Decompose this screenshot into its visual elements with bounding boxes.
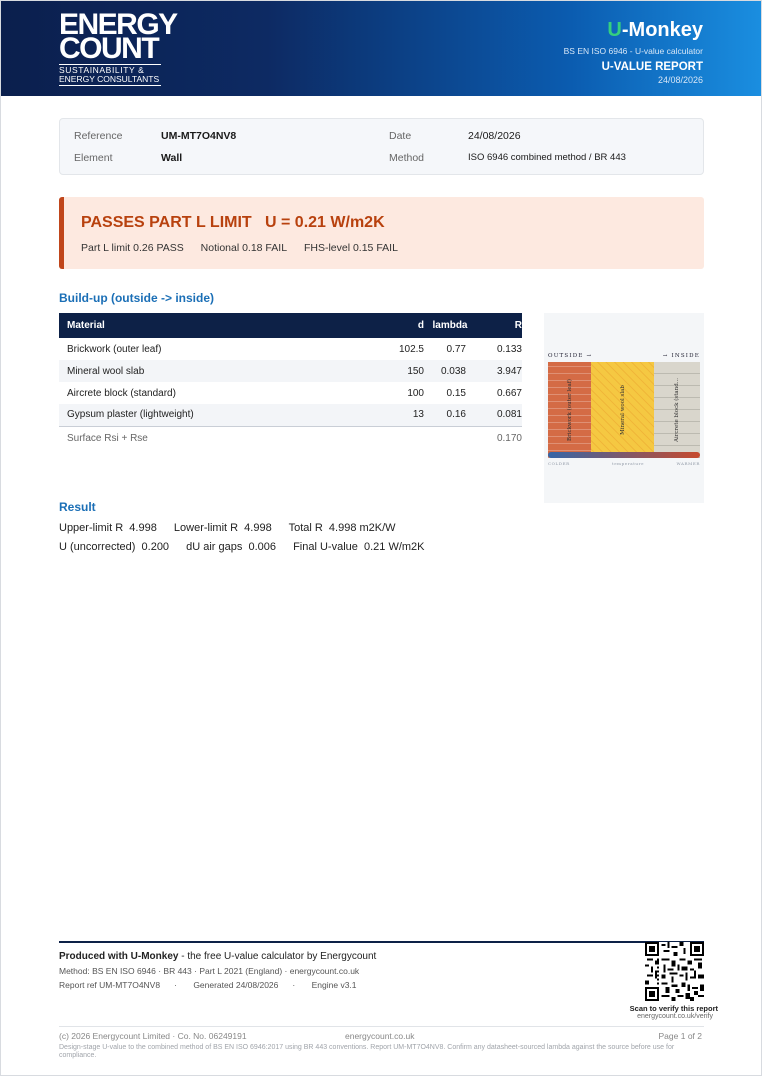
layer-mineral-wool — [591, 362, 654, 458]
logo-word-count: COUNT — [59, 32, 159, 65]
row-lambda: 0.16 — [424, 404, 476, 426]
buildup-heading: Build-up (outside -> inside) — [59, 291, 214, 305]
result-heading: Result — [59, 500, 96, 514]
page-number: Page 1 of 2 — [658, 1031, 702, 1041]
sep-dot: · — [174, 980, 177, 990]
table-row — [59, 404, 522, 426]
table-row — [59, 360, 522, 382]
reference-label: Reference — [74, 130, 123, 142]
logo-subtitle-2: ENERGY CONSULTANTS — [59, 74, 160, 84]
report-meta — [59, 118, 704, 175]
row-d: 100 — [407, 387, 424, 399]
du-air-gaps: dU air gaps 0.006 — [186, 541, 277, 553]
qr-url[interactable]: energycount.co.uk/verify — [637, 1013, 713, 1020]
upper-limit-r: Upper-limit R 4.998 — [59, 522, 157, 534]
check-part-l: Part L limit 0.26 PASS — [81, 242, 184, 254]
table-row — [59, 382, 522, 404]
sep-dot: · — [292, 980, 296, 990]
verify-qr-code[interactable] — [645, 942, 704, 1001]
report-title: U-VALUE REPORT — [601, 61, 703, 73]
col-r: R — [476, 313, 522, 338]
row-lambda: 0.77 — [446, 343, 466, 355]
brand-tagline: BS EN ISO 6946 - U-value calculator — [563, 46, 703, 56]
date-value: 24/08/2026 — [468, 130, 521, 142]
logo-word-energy: ENERGY — [59, 8, 177, 41]
brand-block — [564, 19, 703, 85]
logo-subtitle-1: SUSTAINABILITY & — [59, 64, 161, 75]
row-r: 0.081 — [476, 404, 522, 426]
produced-bold: Produced with U-Monkey — [59, 951, 179, 962]
element-value: Wall — [161, 152, 183, 164]
surface-value: 0.170 — [476, 426, 522, 450]
buildup-table — [59, 313, 522, 450]
row-material: Mineral wool slab — [59, 360, 358, 382]
row-r: 3.947 — [476, 360, 522, 382]
row-material: Gypsum plaster (lightweight) — [59, 404, 358, 426]
reference-value: UM-MT7O4NV8 — [161, 130, 237, 142]
row-d: 102.5 — [398, 343, 424, 355]
energycount-logo — [59, 8, 189, 86]
footer-report-ref: Report ref UM-MT7O4NV8 — [59, 980, 161, 990]
footer-report-info — [59, 980, 371, 990]
compliance-banner — [59, 197, 704, 269]
layer-mineral-wool-label: Mineral wool slab — [619, 385, 626, 435]
produced-rest: - the free U-value calculator by Energycount — [178, 951, 377, 962]
report-header — [1, 1, 761, 96]
footer-rule — [59, 941, 704, 943]
brand-name — [564, 19, 703, 42]
method-label: Method — [389, 152, 425, 164]
check-fhs: FHS-level 0.15 FAIL — [303, 242, 398, 254]
lower-limit-r: Lower-limit R 4.998 — [173, 522, 272, 534]
qr-caption: Scan to verify this report — [629, 1004, 718, 1013]
row-material: Aircrete block (standard) — [67, 387, 176, 399]
surface-empty — [424, 426, 476, 450]
result-line-2 — [59, 541, 439, 553]
layer-aircrete — [654, 362, 700, 458]
element-label: Element — [74, 152, 113, 164]
row-r: 0.667 — [496, 387, 522, 399]
surface-row — [59, 426, 522, 450]
col-d: d — [358, 313, 424, 338]
footer-copyright: (c) 2026 Energycount Limited · Co. No. 06249191 — [59, 1031, 247, 1041]
temperature-label: temperature — [612, 461, 645, 466]
row-material: Brickwork (outer leaf) — [67, 343, 162, 355]
row-lambda: 0.038 — [424, 360, 476, 382]
footer-generated: Generated 24/08/2026 — [193, 980, 279, 990]
compliance-title: PASSES PART L LIMIT U = 0.21 W/m2K — [81, 214, 385, 231]
footer-method: Method: BS EN ISO 6946 · BR 443 · Part L 2021 (England) · energycount.co.uk — [59, 966, 360, 976]
outside-label: OUTSIDE → — [548, 353, 593, 359]
surface-label: Surface Rsi + Rse — [59, 426, 358, 450]
footer-website[interactable]: energycount.co.uk — [345, 1031, 415, 1041]
table-row — [59, 338, 522, 360]
final-u-value: Final U-value 0.21 W/m2K — [293, 541, 425, 553]
layer-aircrete-label: Aircrete block (stand... — [674, 377, 680, 443]
table-header-row — [59, 313, 522, 338]
u-uncorrected: U (uncorrected) 0.200 — [59, 541, 170, 553]
warmer-label: WARMER — [676, 461, 700, 466]
inside-label: → INSIDE — [662, 353, 700, 359]
total-r: Total R 4.998 m2K/W — [288, 522, 396, 534]
brand-u: U — [607, 19, 622, 41]
col-lambda: lambda — [424, 313, 476, 338]
col-material: Material — [59, 313, 358, 338]
date-label: Date — [389, 130, 412, 142]
produced-with — [59, 951, 376, 962]
row-lambda: 0.15 — [446, 387, 466, 399]
method-value: ISO 6946 combined method / BR 443 — [468, 152, 626, 163]
result-line-1 — [59, 522, 410, 534]
layer-brickwork — [548, 362, 591, 458]
footer-disclaimer: Design-stage U-value to the combined method of BS EN ISO 6946:2017 using BR 443 conventions. Report UM-MT7O4NV8. Confirm any datasheet-sourced lambda against the source before use for compliance. — [59, 1044, 675, 1059]
bottom-rule — [59, 1026, 704, 1027]
wall-section-illustration — [544, 313, 704, 503]
check-notional: Notional 0.18 FAIL — [200, 242, 288, 254]
footer-engine: Engine v3.1 — [311, 980, 357, 990]
row-d: 150 — [358, 360, 424, 382]
header-date: 24/08/2026 — [657, 75, 703, 85]
row-r: 0.133 — [496, 343, 522, 355]
colder-label: COLDER — [548, 461, 570, 466]
layer-brickwork-label: Brickwork (outer leaf) — [566, 379, 573, 441]
temperature-gradient-bar — [548, 452, 700, 458]
brand-rest: -Monkey — [621, 19, 703, 41]
row-d: 13 — [358, 404, 424, 426]
compliance-checks — [81, 242, 412, 254]
surface-empty — [358, 426, 424, 450]
